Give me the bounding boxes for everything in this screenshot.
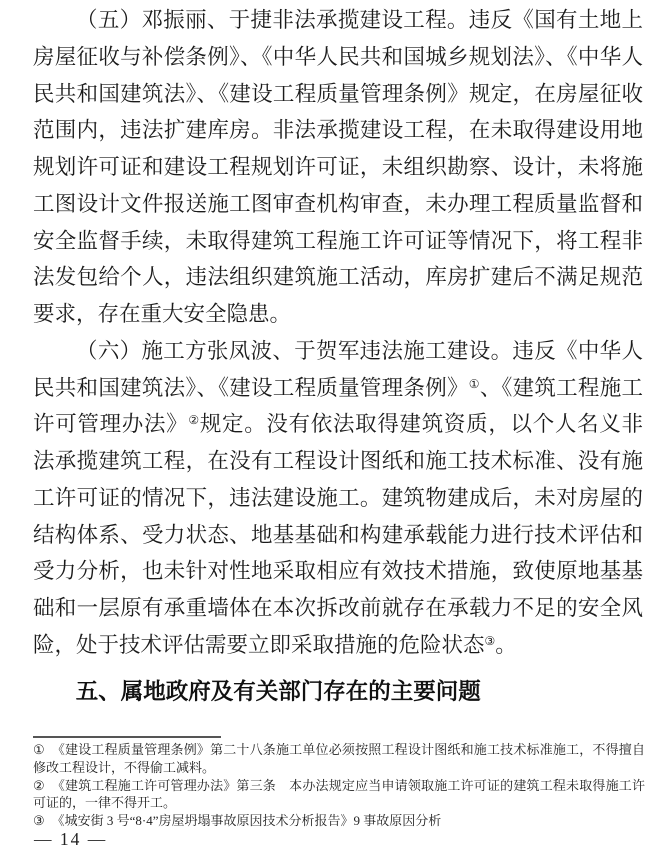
page-number: — 14 — <box>34 829 108 849</box>
footnote-ref-3: ③ <box>484 633 496 648</box>
footnote-text: 《建筑工程施工许可管理办法》第三条 本办法规定应当申请领取施工许可证的建筑工程未取得施工许可证的，一律不得开工。 <box>33 777 645 811</box>
footnote-separator <box>33 736 221 738</box>
paragraph-text: 。 <box>495 632 517 657</box>
section-heading: 五、属地政府及有关部门存在的主要问题 <box>75 678 481 704</box>
footnote-marker-2: ② <box>33 777 45 793</box>
footnote-1 <box>33 741 645 777</box>
footnote-marker-3: ③ <box>33 813 45 829</box>
paragraph-section-6 <box>33 333 643 664</box>
document-body <box>33 2 643 707</box>
footnote-3 <box>33 812 645 830</box>
footnotes <box>33 741 645 830</box>
footnote-ref-2: ② <box>188 413 200 428</box>
footnote-text: 《城安街 3 号“8·4”房屋坍塌事故原因技术分析报告》9 事故原因分析 <box>51 813 442 829</box>
paragraph-text: 规定。没有依法取得建筑资质，以个人名义非法承揽建筑工程，在没有工程设计图纸和施工技术标准、没有施工许可证的情况下，违法建设施工。建筑物建成后，未对房屋的结构体系、受力状态、地基基础和构建承载能力进行技术评估和受力分析，也未针对性地采取相应有效技术措施，致使原地基基础和一层原有承重墙体在本次拆改前就存在承载力不足的安全风险，处于技术评估需要立即采取措施的危险状态 <box>33 412 643 657</box>
paragraph-text: 、《建筑工程施工许可管理办法》 <box>33 375 643 437</box>
paragraph-text: （五）邓振丽、于捷非法承揽建设工程。违反《国有土地上房屋征收与补偿条例》、《中华人民共和国城乡规划法》、《中华人民共和国建筑法》、《建设工程质量管理条例》规定，在房屋征收范围内，违法扩建库房。非法承揽建设工程，在未取得建设用地规划许可证和建设工程规划许可证，未组织勘察、设计，未将施工图设计文件报送施工图审查机构审查，未办理工程质量监督和安全监督手续，未取得建筑工程施工许可证等情况下，将工程非法发包给个人，违法组织建筑施工活动，库房扩建后不满足规范要求，存在重大安全隐患。 <box>33 8 643 326</box>
paragraph-section-5 <box>33 2 643 333</box>
paragraph-text: （六）施工方张凤波、于贺军违法施工建设。违反《中华人民共和国建筑法》、《建设工程质量管理条例》 <box>33 338 643 400</box>
footnote-ref-1: ① <box>468 376 480 391</box>
footnote-text: 《建设工程质量管理条例》第二十八条施工单位必须按照工程设计图纸和施工技术标准施工，不得擅自修改工程设计，不得偷工减料。 <box>33 742 645 775</box>
footnote-2 <box>33 777 645 813</box>
footnote-marker-1: ① <box>33 742 45 757</box>
